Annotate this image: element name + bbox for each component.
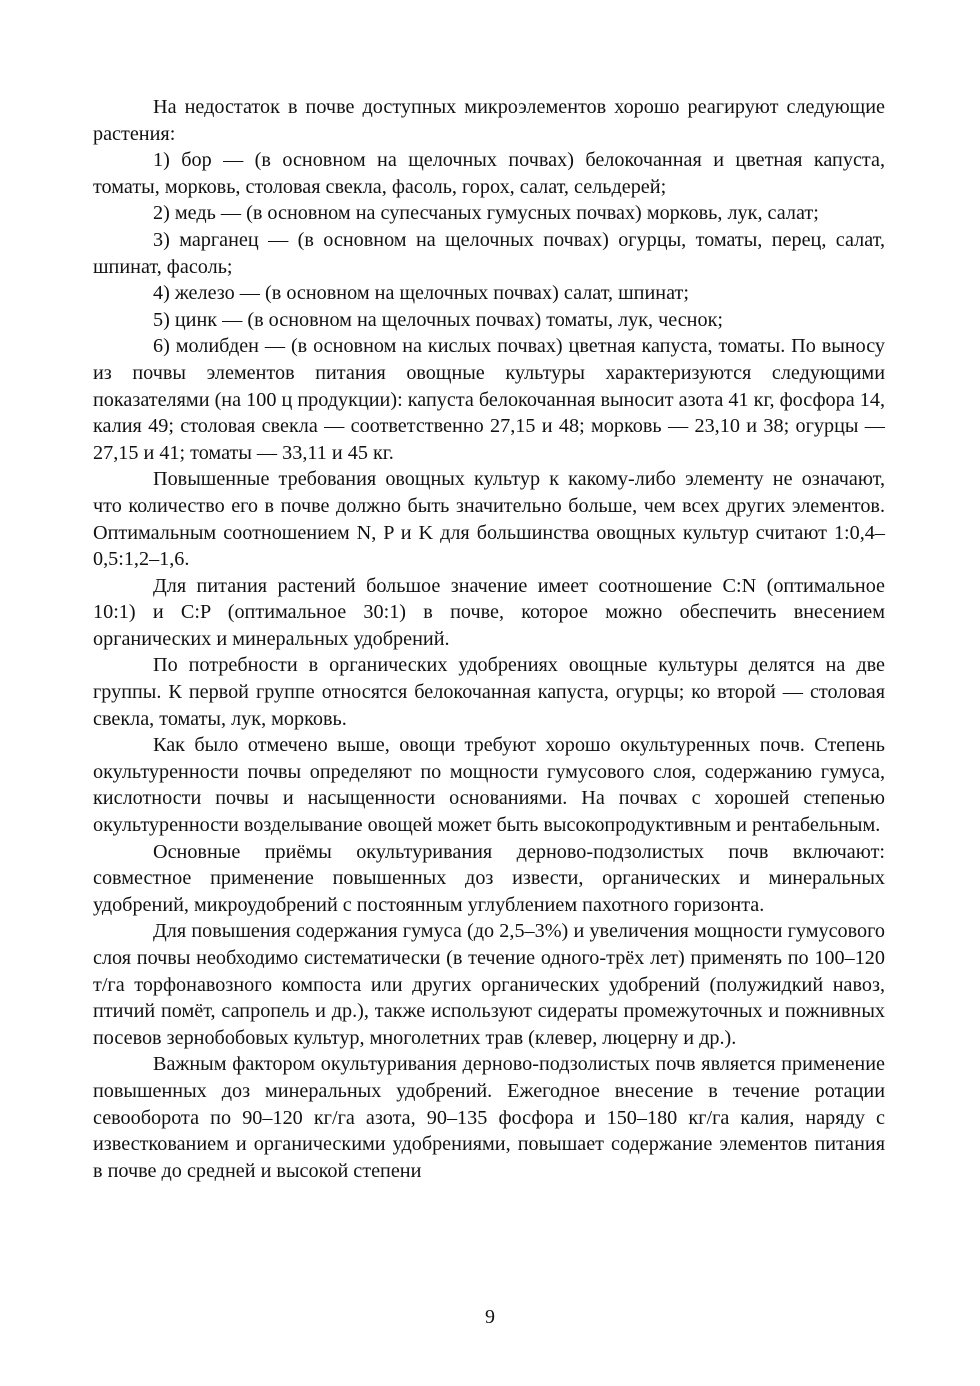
list-item-zinc: 5) цинк — (в основном на щелочных почвах) томаты, лук, чеснок; xyxy=(153,308,723,331)
paragraph-intro: На недостаток в почве доступных микроэлементов хорошо реагируют следующие растения: xyxy=(93,96,885,145)
list-item-boron: 1) бор — (в основном на щелочных почвах) белокочанная и цветная капуста, томаты, морковь, столовая свекла, фасоль, горох, салат, сельдерей; xyxy=(93,149,885,198)
paragraph: Основные приёмы окультуривания дерново-подзолистых почв включают: совместное применение повышенных доз извести, органических и минеральных удобрений, микроудобрений с постоянным углублением пахотного горизонта. xyxy=(93,840,885,916)
list-item-manganese: 3) марганец — (в основном на щелочных почвах) огурцы, томаты, перец, салат, шпинат, фасоль; xyxy=(93,228,885,278)
paragraph: Как было отмечено выше, овощи требуют хорошо окультуренных почв. Степень окультуренности почвы определяют по мощности гумусового слоя, содержанию гумуса, кислотности почвы и насыщенности основаниями. На почвах с хорошей степенью окультуренности возделывание овощей может быть высокопродуктивным и рентабельным. xyxy=(93,734,885,837)
list-item-copper: 2) медь — (в основном на супесчаных гумусных почвах) морковь, лук, салат; xyxy=(153,202,819,225)
list-item-iron: 4) железо — (в основном на щелочных почвах) салат, шпинат; xyxy=(153,282,689,305)
paragraph: Повышенные требования овощных культур к какому-либо элементу не означают, что количество его в почве должно быть значительно больше, чем всех других элементов. Оптимальным соотношением N, P и K для большинства овощных культур считают 1:0,4–0,5:1,2–1,6. xyxy=(93,468,885,571)
paragraph: Для повышения содержания гумуса (до 2,5–3%) и увеличения мощности гумусового слоя почвы необходимо систематически (в течение одного-трёх лет) применять по 100–120 т/га торфонавозного компоста или других органических удобрений (полужидкий навоз, птичий помёт, сапропель и др.), также используют сидераты промежуточных и пожнивных посевов зернобобовых культур, многолетних трав (клевер, люцерну и др.). xyxy=(93,920,885,1049)
paragraph: Для питания растений большое значение имеет соотношение C:N (оптимальное 10:1) и C:P (оптимальное 30:1) в почве, которое можно обеспечить внесением органических и минеральных удобрений. xyxy=(93,574,885,650)
paragraph: По потребности в органических удобрениях овощные культуры делятся на две группы. К первой группе относятся белокочанная капуста, огурцы; ко второй — столовая свекла, томаты, лук, морковь. xyxy=(93,654,885,730)
paragraph: Важным фактором окультуривания дерново-подзолистых почв является применение повышенных доз минеральных удобрений. Ежегодное внесение в течение ротации севооборота по 90–120 кг/га азота, 90–135 фосфора и 150–180 кг/га калия, наряду с известкованием и органическими удобрениями, повышает содержание элементов питания в почве до средней и высокой степени xyxy=(93,1053,885,1182)
body-text xyxy=(93,94,885,1184)
list-item-molybdenum: 6) молибден — (в основном на кислых почвах) цветная капуста, томаты. По выносу из почвы элементов питания овощные культуры характеризуются следующими показателями (на 100 ц продукции): капуста белокочанная выносит азота 41 кг, фосфора 14, калия 49; столовая свекла — соответственно 27,15 и 48; морковь — 23,10 и 38; огурцы — 27,15 и 41; томаты — 33,11 и 45 кг. xyxy=(93,335,885,464)
page-number: 9 xyxy=(485,1306,495,1328)
